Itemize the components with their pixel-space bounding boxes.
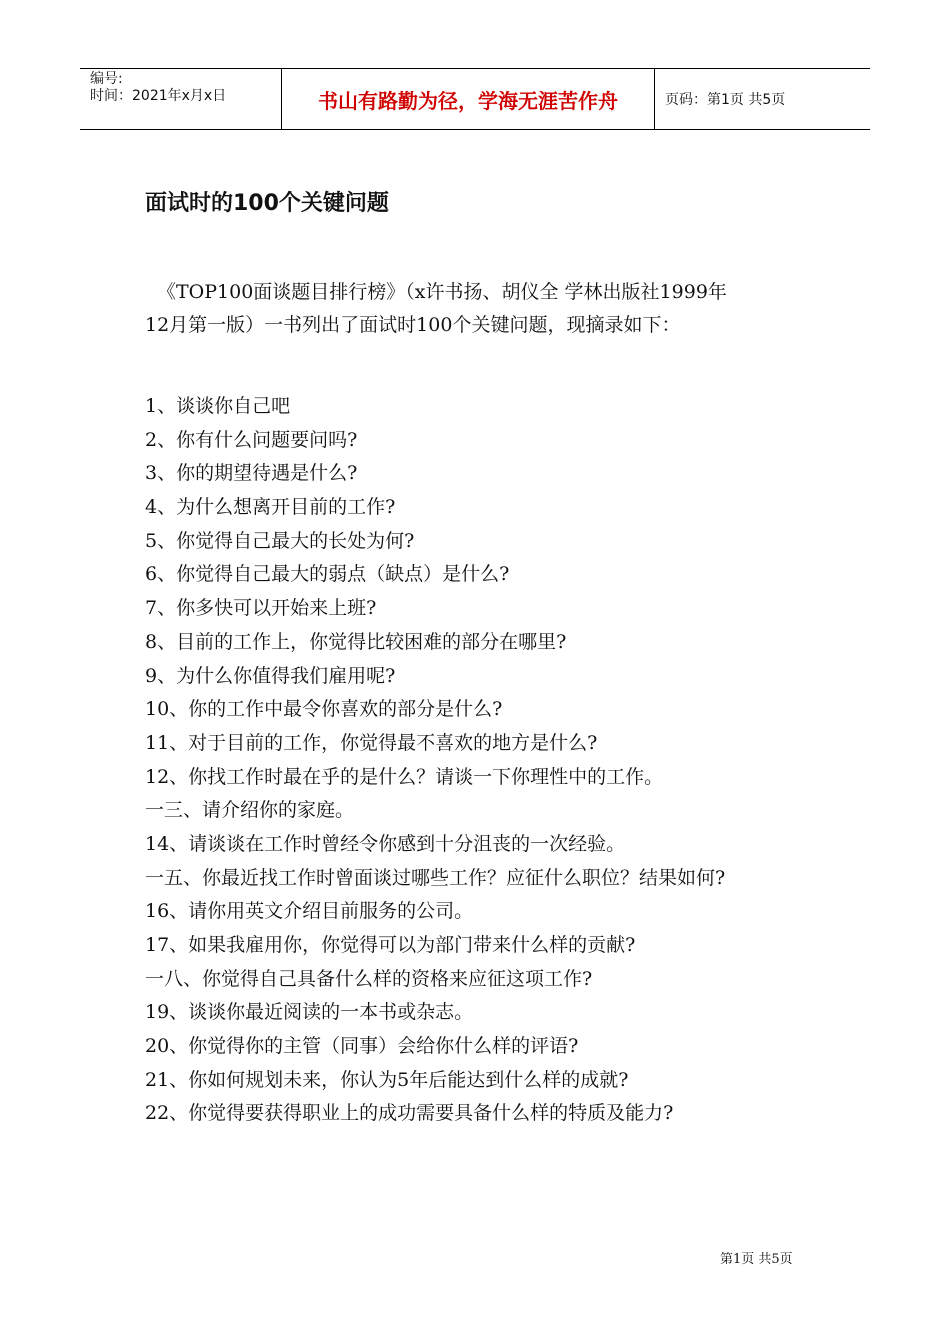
question-item: 6、你觉得自己最大的弱点（缺点）是什么? (145, 563, 510, 586)
question-item: 4、为什么想离开目前的工作? (145, 496, 396, 519)
question-item: 一八、你觉得自己具备什么样的资格来应征这项工作? (145, 967, 593, 990)
question-item: 7、你多快可以开始来上班? (145, 597, 377, 620)
question-item: 20、你觉得你的主管（同事）会给你什么样的评语? (145, 1035, 579, 1058)
date-label: 时间：2021年x月x日 (90, 88, 227, 104)
question-item: 一三、请介绍你的家庭。 (145, 799, 355, 822)
serial-label: 编号: (90, 71, 123, 87)
question-item: 17、如果我雇用你，你觉得可以为部门带来什么样的贡献? (145, 934, 636, 956)
intro-paragraph (145, 276, 815, 342)
header-motto: 书山有路勤为径，学海无涯苦作舟 (282, 69, 655, 129)
question-item: 2、你有什么问题要问吗? (145, 428, 358, 451)
question-item: 9、为什么你值得我们雇用呢? (145, 664, 396, 687)
question-item: 16、请你用英文介绍目前服务的公司。 (145, 900, 474, 923)
question-item: 5、你觉得自己最大的长处为何? (145, 529, 415, 552)
question-item: 一五、你最近找工作时曾面谈过哪些工作？应征什么职位？结果如何? (145, 866, 726, 889)
intro-line-2: 12月第一版）一书列出了面试时100个关键问题，现摘录如下： (145, 314, 681, 336)
document-header (80, 68, 870, 130)
question-item: 21、你如何规划未来，你认为5年后能达到什么样的成就? (145, 1068, 629, 1091)
intro-line-1: 《TOP100面谈题目排行榜》（x许书扬、胡仪全 学林出版社1999年 (157, 281, 727, 303)
question-item: 1、谈谈你自己吧 (145, 395, 291, 417)
question-item: 14、请谈谈在工作时曾经令你感到十分沮丧的一次经验。 (145, 832, 626, 855)
question-item: 3、你的期望待遇是什么? (145, 462, 358, 485)
question-item: 11、对于目前的工作，你觉得最不喜欢的地方是什么? (145, 731, 598, 754)
page-footer: 第1页 共5页 (720, 1252, 793, 1267)
question-item: 22、你觉得要获得职业上的成功需要具备什么样的特质及能力? (145, 1102, 674, 1125)
question-item: 10、你的工作中最令你喜欢的部分是什么? (145, 698, 503, 721)
header-meta (80, 69, 282, 129)
question-item: 19、谈谈你最近阅读的一本书或杂志。 (145, 1001, 474, 1024)
question-item: 12、你找工作时最在乎的是什么？请谈一下你理性中的工作。 (145, 765, 664, 788)
question-item: 8、目前的工作上，你觉得比较困难的部分在哪里? (145, 630, 567, 653)
header-page-number: 页码：第1页 共5页 (665, 92, 786, 108)
question-list (145, 390, 835, 1131)
document-title: 面试时的100个关键问题 (145, 191, 389, 216)
